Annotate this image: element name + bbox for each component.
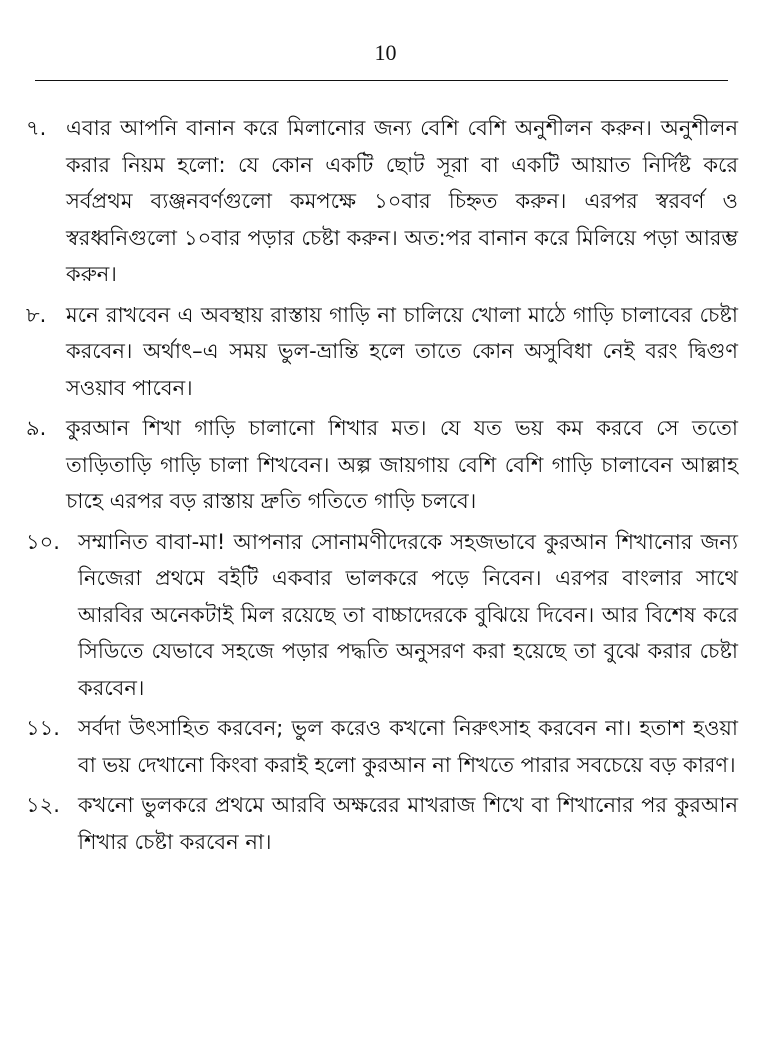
item-number: ৭.	[26, 116, 47, 140]
item-number: ১১.	[26, 716, 60, 740]
item-number: ১২.	[26, 793, 60, 817]
list-item-9	[26, 410, 738, 520]
item-text: কখনো ভুলকরে প্রথমে আরবি অক্ষরের মাখরাজ শিখে বা শিখানোর পর কুরআন শিখার চেষ্টা করবেন না।	[78, 793, 738, 854]
instruction-list	[26, 110, 738, 864]
list-item-7	[26, 110, 738, 293]
list-item-11	[26, 710, 738, 783]
item-number: ১০.	[26, 529, 60, 554]
header-divider	[35, 80, 728, 81]
list-item-12	[26, 787, 738, 860]
item-text: এবার আপনি বানান করে মিলানোর জন্য বেশি বেশি অনুশীলন করুন। অনুশীলন করার নিয়ম হলো: যে কোন একটি ছোট সূরা বা একটি আয়াত নির্দিষ্ট করে সর্বপ্রথম ব্যঞ্জনবর্ণগুলো কমপক্ষে ১০বার চিহ্নত করুন। এরপর স্বরবর্ণ ও স্বরধ্বনিগুলো ১০বার পড়ার চেষ্টা করুন। অত:পর বানান করে মিলিয়ে পড়া আরম্ভ করুন।	[66, 116, 738, 286]
page-number: 10	[374, 40, 397, 65]
item-number: ৮.	[26, 302, 47, 327]
item-number: ৯.	[26, 416, 47, 440]
item-text: সর্বদা উৎসাহিত করবেন; ভুল করেও কখনো নিরুৎসাহ করবেন না। হতাশ হওয়া বা ভয় দেখানো কিংবা করাই হলো কুরআন না শিখতে পারার সবচেয়ে বড় কারণ।	[78, 716, 738, 777]
list-item-10	[26, 524, 738, 707]
item-text: মনে রাখবেন এ অবস্থায় রাস্তায় গাড়ি না চালিয়ে খোলা মাঠে গাড়ি চালাবের চেষ্টা করবেন। অর্থাৎ–এ সময় ভুল-ভ্রান্তি হলে তাতে কোন অসুবিধা নেই বরং দ্বিগুণ সওয়াব পাবেন।	[66, 302, 738, 400]
item-text: সম্মানিত বাবা-মা! আপনার সোনামণীদেরকে সহজভাবে কুরআন শিখানোর জন্য নিজেরা প্রথমে বইটি একবার ভালকরে পড়ে নিবেন। এরপর বাংলার সাথে আরবির অনেকটাই মিল রয়েছে তা বাচ্চাদেরকে বুঝিয়ে দিবেন। আর বিশেষ করে সিডিতে যেভাবে সহজে পড়ার পদ্ধতি অনুসরণ করা হয়েছে তা বুঝে করার চেষ্টা করবেন।	[78, 529, 738, 700]
list-item-8	[26, 297, 738, 407]
item-text: কুরআন শিখা গাড়ি চালানো শিখার মত। যে যত ভয় কম করবে সে ততো তাড়িতাড়ি গাড়ি চালা শিখবেন। অল্প জায়গায় বেশি বেশি গাড়ি চালাবেন আল্লাহ চাহে এরপর বড় রাস্তায় দ্রুতি গতিতে গাড়ি চলবে।	[66, 416, 738, 513]
